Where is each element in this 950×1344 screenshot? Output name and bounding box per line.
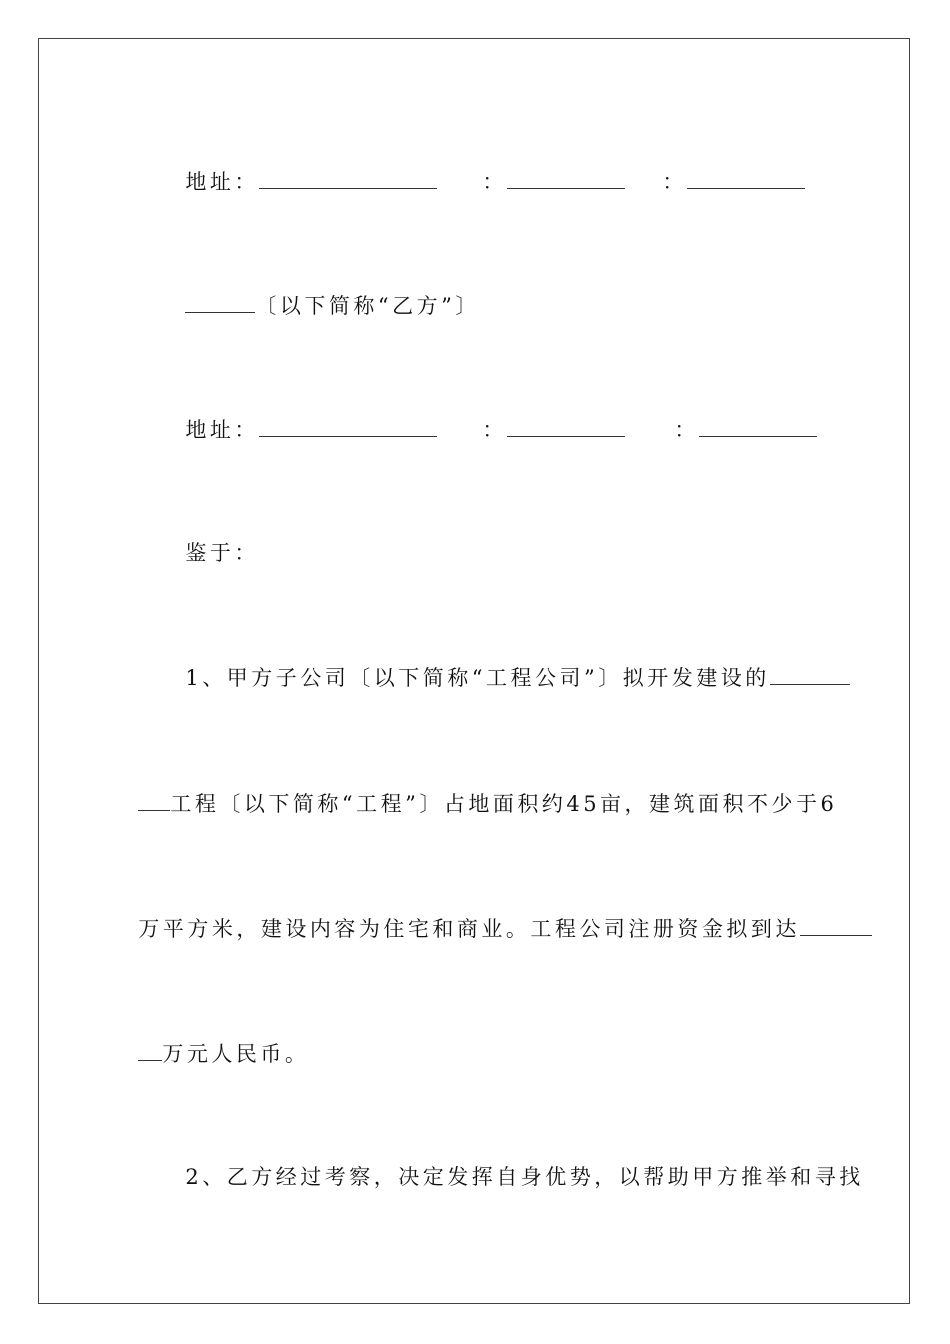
capital-blank: [800, 913, 872, 936]
field-colon: [654, 384, 817, 445]
project-name-blank-cont: [138, 788, 170, 811]
address-line-party-a: [165, 136, 437, 197]
address-label: 地址：: [185, 170, 259, 194]
field-blank: [699, 414, 817, 437]
party-b-line: [165, 260, 480, 321]
field-colon: [462, 384, 625, 445]
party-b-blank: [185, 290, 255, 313]
capital-blank-cont: [138, 1038, 162, 1061]
clause-1-line-4: [118, 1008, 309, 1069]
clause-1-line-2: [118, 758, 837, 819]
clause-1-text: 1、甲方子公司〔以下简称“工程公司”〕拟开发建设的: [185, 666, 770, 690]
clause-1-text: 工程〔以下简称“工程”〕占地面积约45亩，建筑面积不少于6: [170, 792, 838, 816]
address-blank: [259, 166, 437, 189]
party-b-designation: 〔以下简称“乙方”〕: [255, 294, 480, 318]
clause-2-text: 2、乙方经过考察，决定发挥自身优势，以帮助甲方推举和寻找: [185, 1165, 864, 1189]
whereas-heading: [165, 508, 259, 568]
field-blank: [687, 166, 805, 189]
colon-label: ：: [482, 170, 507, 194]
address-line-party-b: [165, 384, 437, 445]
field-colon: [642, 136, 805, 197]
field-blank: [507, 414, 625, 437]
field-colon: [462, 136, 625, 197]
address-blank: [259, 414, 437, 437]
clause-2-line-1: [165, 1132, 864, 1192]
clause-1-line-3: [118, 883, 872, 944]
colon-label: ：: [674, 418, 699, 442]
project-name-blank: [770, 662, 850, 685]
colon-label: ：: [662, 170, 687, 194]
field-blank: [507, 166, 625, 189]
clause-1-text: 万平方米，建设内容为住宅和商业。工程公司注册资金拟到达: [138, 917, 800, 941]
address-label: 地址：: [185, 418, 259, 442]
colon-label: ：: [482, 418, 507, 442]
clause-1-line-1: [165, 632, 850, 693]
clause-1-text: 万元人民币。: [162, 1042, 310, 1066]
whereas-text: 鉴于：: [185, 541, 259, 565]
